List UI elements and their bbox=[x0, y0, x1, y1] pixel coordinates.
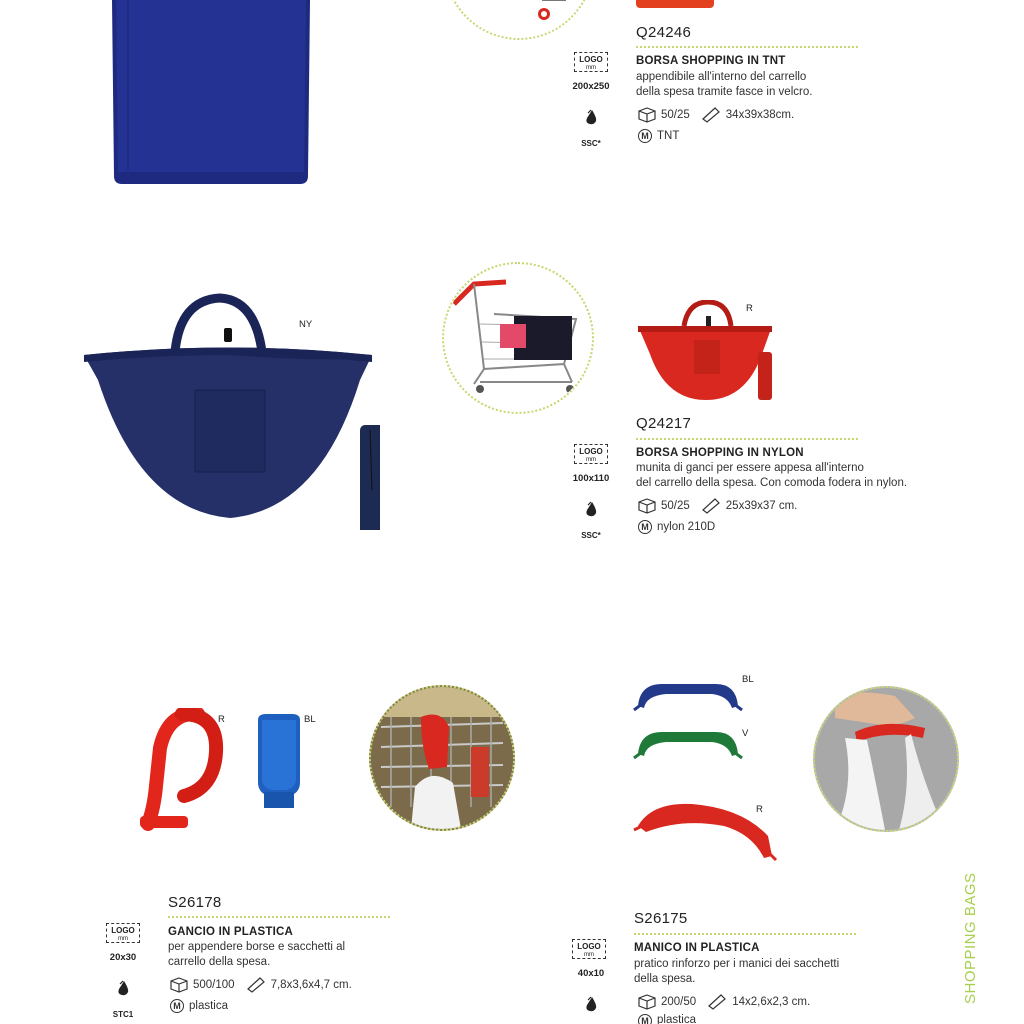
red-nylon-bag-image bbox=[636, 300, 776, 404]
product-title: MANICO IN PLASTICA bbox=[634, 942, 760, 954]
print-technique: SSC* bbox=[581, 531, 601, 540]
dims-value: 34x39x38cm. bbox=[725, 109, 795, 121]
print-technique: STC1 bbox=[112, 1010, 134, 1019]
product-code: Q24217 bbox=[636, 415, 692, 432]
green-handle-image bbox=[632, 726, 744, 762]
color-label-blue: BL bbox=[304, 714, 316, 725]
material-spec bbox=[638, 129, 679, 143]
logo-size: 200x250 bbox=[572, 81, 610, 92]
color-label-navy: NY bbox=[299, 319, 313, 330]
red-hook-image bbox=[138, 708, 224, 832]
print-technique: SSC* bbox=[581, 139, 601, 148]
cart-photo-nylon bbox=[442, 262, 594, 414]
navy-nylon-bag-image bbox=[80, 290, 380, 530]
logo-size: 20x30 bbox=[109, 952, 137, 963]
logo-size: 100x110 bbox=[572, 473, 610, 484]
material-icon: M bbox=[638, 520, 652, 534]
ruler-icon bbox=[701, 107, 721, 123]
print-drop-icon bbox=[584, 109, 598, 125]
logo-size: 40x10 bbox=[577, 968, 605, 979]
pack-spec bbox=[638, 994, 810, 1010]
divider bbox=[636, 438, 858, 440]
dims-value: 25x39x37 cm. bbox=[725, 500, 798, 512]
print-drop-icon bbox=[116, 980, 130, 996]
color-label-red: R bbox=[218, 714, 225, 725]
print-drop-icon bbox=[584, 501, 598, 517]
pack-spec bbox=[170, 977, 352, 993]
color-label-green: V bbox=[742, 728, 749, 739]
product-desc-line1: munita di ganci per essere appesa all'interno bbox=[636, 462, 864, 474]
ruler-icon bbox=[701, 498, 721, 514]
color-label-red: R bbox=[756, 804, 763, 815]
product-code: S26175 bbox=[634, 910, 688, 927]
logo-area-icon: LOGO mm bbox=[106, 923, 140, 943]
pack-spec bbox=[638, 107, 794, 123]
logo-area-icon: LOGO mm bbox=[574, 52, 608, 72]
product-desc-line2: della spesa tramite fasce in velcro. bbox=[636, 86, 813, 98]
color-label-blue: BL bbox=[742, 674, 754, 685]
pack-value: 50/25 bbox=[661, 500, 690, 512]
divider bbox=[634, 933, 856, 935]
pack-value: 200/50 bbox=[661, 996, 697, 1008]
material-spec bbox=[170, 999, 228, 1013]
box-icon bbox=[638, 498, 656, 514]
product-title: GANCIO IN PLASTICA bbox=[168, 926, 293, 938]
red-bag-top-fragment bbox=[636, 0, 714, 8]
ruler-icon bbox=[246, 977, 266, 993]
pack-value: 50/25 bbox=[661, 109, 690, 121]
product-desc-line2: della spesa. bbox=[634, 973, 696, 985]
product-title: BORSA SHOPPING IN NYLON bbox=[636, 447, 804, 459]
product-desc-line1: pratico rinforzo per i manici dei sacchetti bbox=[634, 958, 840, 970]
material-icon: M bbox=[638, 129, 652, 143]
dims-value: 7,8x3,6x4,7 cm. bbox=[270, 979, 352, 991]
dims-value: 14x2,6x2,3 cm. bbox=[732, 996, 811, 1008]
product-code: Q24246 bbox=[636, 24, 692, 41]
box-icon bbox=[638, 107, 656, 123]
product-title: BORSA SHOPPING IN TNT bbox=[636, 55, 786, 67]
box-icon bbox=[170, 977, 188, 993]
product-desc-line2: carrello della spesa. bbox=[168, 956, 271, 968]
color-label-red: R bbox=[746, 303, 753, 314]
ruler-icon bbox=[707, 994, 727, 1010]
blue-hook-image bbox=[254, 712, 304, 812]
material-value: plastica bbox=[657, 1014, 696, 1024]
material-value: plastica bbox=[189, 1000, 228, 1012]
product-desc-line1: appendibile all'interno del carrello bbox=[636, 71, 807, 83]
divider bbox=[636, 46, 858, 48]
logo-area-icon: LOGO mm bbox=[572, 939, 606, 959]
product-desc-line1: per appendere borse e sacchetti al bbox=[168, 941, 346, 953]
divider bbox=[168, 916, 390, 918]
section-side-label: SHOPPING BAGS bbox=[962, 872, 979, 1004]
material-spec bbox=[638, 1014, 696, 1024]
material-value: nylon 210D bbox=[657, 521, 716, 533]
handle-in-use-photo bbox=[813, 686, 959, 832]
product-desc-line2: del carrello della spesa. Con comoda fodera in nylon. bbox=[636, 477, 908, 489]
cart-hook-photo bbox=[369, 685, 515, 831]
blue-handle-image bbox=[632, 680, 744, 714]
material-icon: M bbox=[170, 999, 184, 1013]
pack-value: 500/100 bbox=[193, 979, 235, 991]
material-spec bbox=[638, 520, 715, 534]
logo-area-icon: LOGO mm bbox=[574, 444, 608, 464]
pack-spec bbox=[638, 498, 797, 514]
cart-photo-top bbox=[444, 0, 594, 40]
print-drop-icon bbox=[584, 996, 598, 1012]
material-icon: M bbox=[638, 1014, 652, 1024]
product-code: S26178 bbox=[168, 894, 222, 911]
tnt-bag-image bbox=[108, 0, 314, 190]
box-icon bbox=[638, 994, 656, 1010]
material-value: TNT bbox=[657, 130, 680, 142]
